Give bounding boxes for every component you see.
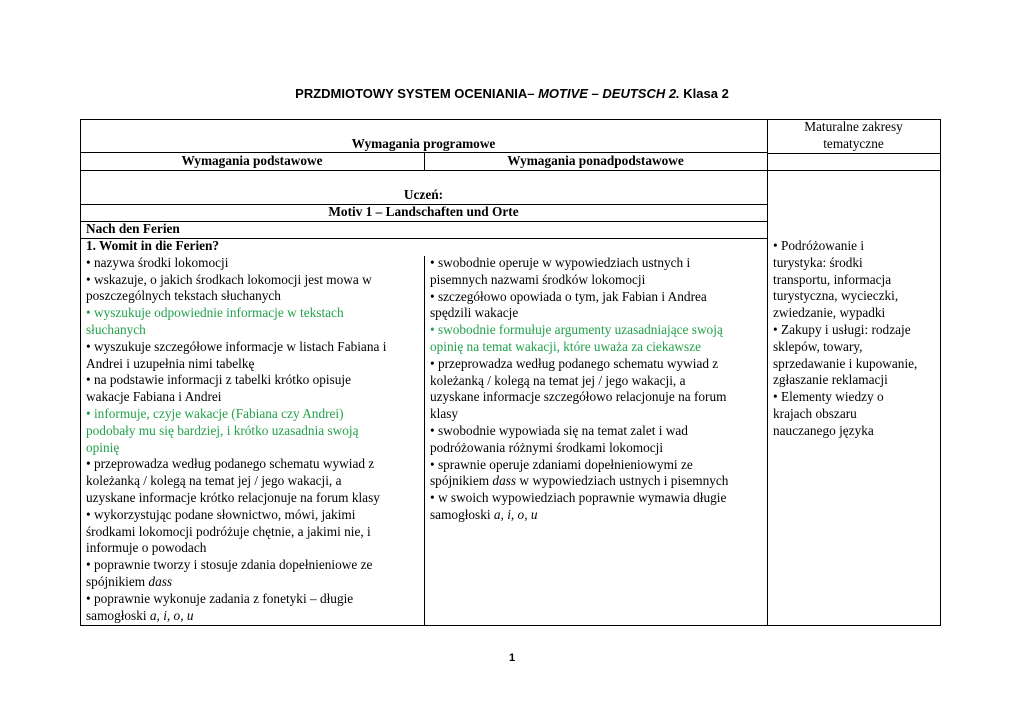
requirement-text: poszczególnych tekstach słuchanych	[86, 288, 281, 304]
matura-column-divider	[767, 119, 768, 626]
requirement-line	[430, 305, 728, 322]
title-class: Klasa 2	[679, 86, 729, 101]
section-heading: Nach den Ferien	[86, 221, 180, 236]
requirement-text: • na podstawie informacji z tabelki krótko opisuje	[86, 372, 351, 388]
requirement-text: • wskazuje, o jakich środkach lokomocji jest mowa w	[86, 271, 372, 287]
matura-line: sprzedawanie i kupowanie,	[773, 355, 918, 371]
requirement-text: • wyszukuje szczegółowe informacje w listach Fabiana i	[86, 338, 387, 354]
requirement-line	[86, 557, 386, 574]
requirement-line	[86, 524, 386, 541]
requirement-text: koleżanką / kolegą na temat jej / jego wakacji, a	[430, 372, 686, 388]
requirement-line	[86, 372, 386, 389]
requirement-text: samogłoski	[430, 506, 494, 522]
requirement-line	[86, 423, 386, 440]
requirement-line	[86, 456, 386, 473]
requirement-text: spójnikiem	[86, 573, 149, 589]
requirement-text: • nazywa środki lokomocji	[86, 254, 229, 270]
title-subject: – MOTIVE – DEUTSCH 2.	[527, 86, 680, 101]
matura-line: turystyczna, wycieczki,	[773, 288, 899, 304]
requirement-text: spójnikiem	[430, 473, 493, 489]
requirement-text: opinię na temat wakacji, które uważa za ciekawsze	[430, 338, 701, 354]
requirement-line	[430, 490, 728, 507]
requirement-text: klasy	[430, 406, 459, 422]
requirement-text: pisemnych nazwami środków lokomocji	[430, 271, 646, 287]
requirement-line	[86, 322, 386, 339]
motiv-heading: Motiv 1 – Landschaften und Orte	[328, 204, 519, 219]
matura-line: zwiedzanie, wypadki	[773, 305, 886, 321]
requirement-text: • poprawnie wykonuje zadania z fonetyki – długie	[86, 590, 354, 606]
requirement-text: • sprawnie operuje zdaniami dopełnieniowymi ze	[430, 456, 693, 472]
row-line	[767, 153, 941, 154]
requirement-text: koleżanką / kolegą na temat jej / jego wakacji, a	[86, 473, 342, 489]
basic-requirements-list	[86, 255, 386, 625]
page-number: 1	[508, 652, 516, 664]
requirement-line	[86, 356, 386, 373]
requirement-line	[86, 591, 386, 608]
requirement-text: • poprawnie tworzy i stosuje zdania dopełnieniowe ze	[86, 557, 373, 573]
requirement-line	[86, 440, 386, 457]
matura-line: krajach obszaru	[773, 405, 857, 421]
requirement-text: • informuje, czyje wakacje (Fabiana czy Andrei)	[86, 405, 344, 421]
requirement-line	[430, 289, 728, 306]
requirement-line	[86, 339, 386, 356]
requirement-text: wakacje Fabiana i Andrei	[86, 389, 222, 405]
matura-line: transportu, informacja	[773, 271, 892, 287]
requirement-line	[430, 322, 728, 339]
requirement-text: • przeprowadza według podanego schematu wywiad z	[86, 456, 375, 472]
requirement-line	[430, 440, 728, 457]
requirement-text: opinię	[86, 439, 120, 455]
header-program-requirements: Wymagania programowe	[351, 136, 496, 151]
requirement-text: • swobodnie formułuje argumenty uzasadniające swoją	[430, 322, 723, 338]
requirement-italic: a, i, o, u	[149, 607, 194, 623]
requirement-text: • szczegółowo opowiada o tym, jak Fabian i Andrea	[430, 288, 707, 304]
requirement-text: samogłoski	[86, 607, 150, 623]
content-column-divider	[424, 256, 425, 626]
header-basic-requirements: Wymagania podstawowe	[181, 153, 323, 168]
matura-scopes-list	[773, 238, 917, 440]
matura-line: • Zakupy i usługi: rodzaje	[773, 321, 911, 337]
requirement-line	[86, 272, 386, 289]
requirement-line	[86, 490, 386, 507]
requirement-italic: dass	[148, 573, 173, 589]
requirement-line	[430, 473, 728, 490]
lesson-heading: 1. Womit in die Ferien?	[86, 238, 220, 253]
advanced-requirements-list	[430, 255, 728, 524]
requirement-line	[430, 406, 728, 423]
requirement-text: słuchanych	[86, 321, 146, 337]
requirement-text: podobały mu się bardziej, i krótko uzasadnia swoją	[86, 422, 359, 438]
requirement-line	[430, 339, 728, 356]
requirement-line	[86, 255, 386, 272]
requirement-line	[86, 288, 386, 305]
requirement-line	[430, 356, 728, 373]
requirement-line	[86, 507, 386, 524]
requirement-italic: a, i, o, u	[493, 506, 538, 522]
requirement-line	[86, 540, 386, 557]
requirement-line	[86, 608, 386, 625]
matura-line: sklepów, towary,	[773, 338, 863, 354]
requirement-text: • wyszukuje odpowiednie informacje w tekstach	[86, 305, 344, 321]
advanced-requirements-cell	[430, 255, 728, 524]
requirement-text: podróżowania różnymi środkami lokomocji	[430, 439, 664, 455]
matura-line: nauczanego języka	[773, 422, 874, 438]
requirement-line	[86, 406, 386, 423]
requirement-text: spędzili wakacje	[430, 305, 519, 321]
row-line	[80, 170, 941, 171]
row-line	[80, 221, 768, 222]
header-matura-line: Maturalne zakresy	[804, 119, 903, 134]
matura-line: • Podróżowanie i	[773, 238, 865, 253]
requirement-line	[430, 373, 728, 390]
requirement-tail: w wypowiedziach ustnych i pisemnych	[516, 473, 729, 489]
matura-line: • Elementy wiedzy o	[773, 389, 884, 405]
requirement-text: • przeprowadza według podanego schematu wywiad z	[430, 355, 719, 371]
basic-requirements-cell	[86, 238, 386, 624]
table-border-bottom	[80, 625, 941, 626]
matura-line: turystyka: środki	[773, 254, 863, 270]
requirement-line	[430, 507, 728, 524]
matura-line: zgłaszanie reklamacji	[773, 372, 888, 388]
document-title	[0, 86, 1024, 101]
requirement-text: środkami lokomocji podróżuje chętnie, a jakimi nie, i	[86, 523, 371, 539]
requirement-line	[86, 389, 386, 406]
header-matura-scopes	[767, 119, 940, 153]
requirement-text: uzyskane informacje szczegółowo relacjonuje na forum	[430, 389, 727, 405]
requirement-text: informuje o powodach	[86, 540, 207, 556]
title-main: PRZDMIOTOWY SYSTEM OCENIANIA	[295, 86, 528, 101]
requirement-line	[430, 457, 728, 474]
requirement-line	[430, 255, 728, 272]
requirement-text: • w swoich wypowiedziach poprawnie wymawia długie	[430, 490, 727, 506]
requirement-italic: dass	[492, 473, 517, 489]
requirement-line	[430, 423, 728, 440]
requirement-line	[86, 473, 386, 490]
requirement-line	[430, 389, 728, 406]
student-heading: Uczeń:	[403, 187, 444, 202]
header-matura-line: tematyczne	[823, 135, 884, 151]
requirement-text: • wykorzystując podane słownictwo, mówi, jakimi	[86, 506, 356, 522]
header-advanced-requirements: Wymagania ponadpodstawowe	[507, 153, 684, 168]
requirement-text: • swobodnie wypowiada się na temat zalet i wad	[430, 422, 688, 438]
requirement-line	[86, 574, 386, 591]
requirement-line	[86, 305, 386, 322]
matura-scopes-cell	[773, 238, 917, 440]
requirement-text: Andrei i uzupełnia nimi tabelkę	[86, 355, 255, 371]
table-border-right	[940, 119, 941, 626]
requirement-text: uzyskane informacje krótko relacjonuje na forum klasy	[86, 489, 380, 505]
requirement-text: • swobodnie operuje w wypowiedziach ustnych i	[430, 255, 691, 270]
requirement-line	[430, 272, 728, 289]
